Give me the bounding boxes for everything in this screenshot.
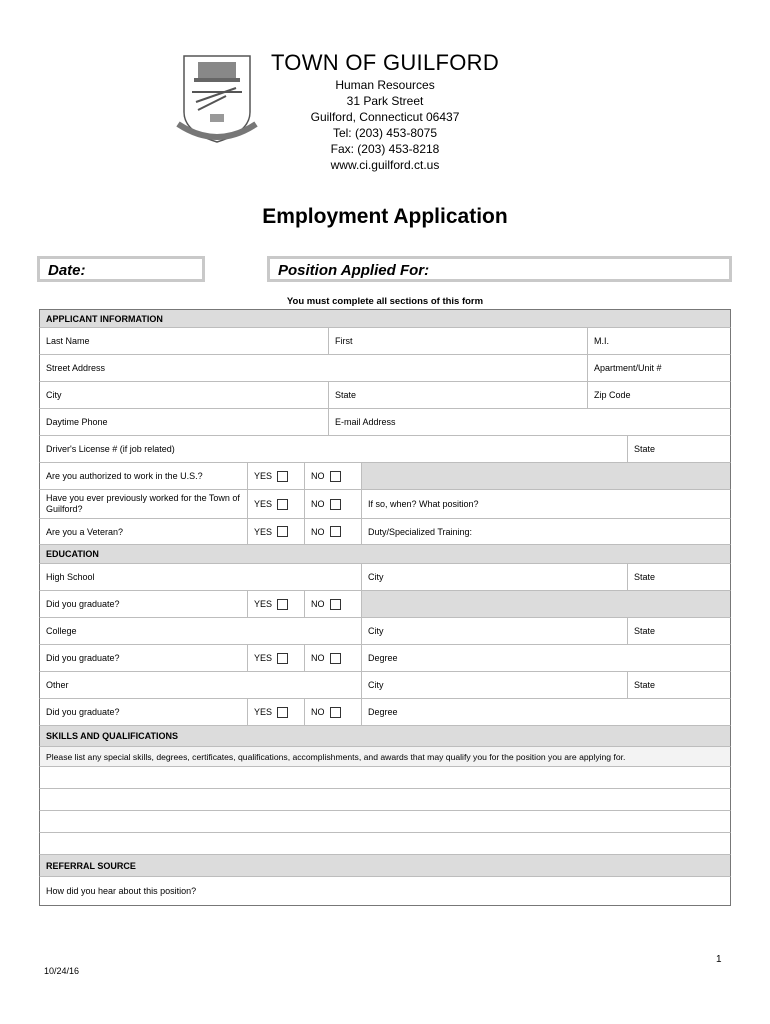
mi-field[interactable]: M.I. xyxy=(594,336,609,346)
college-graduate-yes[interactable] xyxy=(248,645,305,671)
other-state-field[interactable]: State xyxy=(634,680,656,690)
footer-date: 10/24/16 xyxy=(44,966,80,976)
authorized-yes[interactable] xyxy=(248,463,305,489)
shaded-cell xyxy=(362,463,730,489)
other-city-field[interactable]: City xyxy=(362,672,628,698)
hs-graduate-question: Did you graduate? xyxy=(40,591,248,617)
hs-graduate-no[interactable] xyxy=(305,591,362,617)
if-so-field[interactable]: If so, when? What position? xyxy=(368,499,479,509)
checkbox[interactable] xyxy=(330,653,341,664)
skills-line-2[interactable] xyxy=(40,789,730,810)
checkbox[interactable] xyxy=(277,599,288,610)
other-graduate-yes[interactable] xyxy=(248,699,305,725)
header-line-6: www.ci.guilford.ct.us xyxy=(330,158,440,172)
duty-field[interactable]: Duty/Specialized Training: xyxy=(368,526,473,537)
education-heading: EDUCATION xyxy=(46,549,99,559)
yes-label: YES xyxy=(254,526,273,537)
checkbox[interactable] xyxy=(330,707,341,718)
checkbox[interactable] xyxy=(277,653,288,664)
veteran-yes[interactable] xyxy=(248,519,305,544)
checkbox[interactable] xyxy=(277,707,288,718)
college-degree-field[interactable]: Degree xyxy=(368,653,398,663)
no-label: NO xyxy=(311,707,325,717)
no-label: NO xyxy=(311,499,325,509)
checkbox[interactable] xyxy=(277,499,288,510)
yes-label: YES xyxy=(254,471,273,481)
no-label: NO xyxy=(311,653,325,663)
skills-heading: SKILLS AND QUALIFICATIONS xyxy=(46,731,178,741)
checkbox[interactable] xyxy=(330,599,341,610)
phone-field[interactable]: Daytime Phone xyxy=(40,409,329,435)
apartment-field[interactable]: Apartment/Unit # xyxy=(594,363,662,373)
applicant-heading: APPLICANT INFORMATION xyxy=(46,313,163,324)
checkbox[interactable] xyxy=(330,526,341,537)
email-field[interactable]: E-mail Address xyxy=(335,417,396,427)
application-form xyxy=(39,309,731,906)
other-degree-field[interactable]: Degree xyxy=(368,707,398,717)
town-title: TOWN OF GUILFORD xyxy=(270,50,500,75)
skills-line-4[interactable] xyxy=(40,833,730,854)
checkbox[interactable] xyxy=(330,471,341,482)
college-graduate-question: Did you graduate? xyxy=(40,645,248,671)
other-graduate-no[interactable] xyxy=(305,699,362,725)
hs-state-field[interactable]: State xyxy=(634,572,656,582)
header-line-2: 31 Park Street xyxy=(346,94,424,108)
hs-graduate-yes[interactable] xyxy=(248,591,305,617)
referral-question[interactable]: How did you hear about this position? xyxy=(46,886,197,896)
position-label: Position Applied For: xyxy=(278,262,430,279)
street-field[interactable]: Street Address xyxy=(40,355,588,381)
shaded-cell xyxy=(362,591,730,617)
no-label: NO xyxy=(311,599,325,609)
date-field[interactable] xyxy=(37,256,205,282)
header-line-4: Tel: (203) 453-8075 xyxy=(332,126,438,140)
checkbox[interactable] xyxy=(330,499,341,510)
yes-label: YES xyxy=(254,707,273,717)
college-graduate-no[interactable] xyxy=(305,645,362,671)
previously-no[interactable] xyxy=(305,490,362,518)
yes-label: YES xyxy=(254,653,273,663)
college-field[interactable]: College xyxy=(40,618,362,644)
zip-field[interactable]: Zip Code xyxy=(594,390,631,400)
no-label: NO xyxy=(311,526,325,537)
form-title: Employment Application xyxy=(262,205,508,228)
no-label: NO xyxy=(311,471,325,481)
referral-heading: REFERRAL SOURCE xyxy=(46,860,136,871)
skills-line-3[interactable] xyxy=(40,811,730,832)
header-line-5: Fax: (203) 453-8218 xyxy=(330,142,440,156)
high-school-field[interactable]: High School xyxy=(40,564,362,590)
hs-city-field[interactable]: City xyxy=(362,564,628,590)
date-label: Date: xyxy=(48,262,86,279)
header-line-1: Human Resources xyxy=(335,78,435,92)
other-graduate-question: Did you graduate? xyxy=(40,699,248,725)
previously-question: Have you ever previously worked for the Town of Guilford? xyxy=(40,490,248,518)
veteran-no[interactable] xyxy=(305,519,362,544)
license-state-field[interactable]: State xyxy=(634,444,656,454)
authorized-question: Are you authorized to work in the U.S.? xyxy=(40,463,248,489)
checkbox[interactable] xyxy=(277,526,288,537)
college-state-field[interactable]: State xyxy=(634,626,656,636)
first-name-field[interactable]: First xyxy=(329,328,588,354)
page-number: 1 xyxy=(716,954,722,965)
authorized-no[interactable] xyxy=(305,463,362,489)
required-note: You must complete all sections of this form xyxy=(286,296,484,307)
yes-label: YES xyxy=(254,599,273,609)
college-city-field[interactable]: City xyxy=(362,618,628,644)
other-school-field[interactable]: Other xyxy=(40,672,362,698)
state-field[interactable]: State xyxy=(329,382,588,408)
yes-label: YES xyxy=(254,499,273,509)
veteran-question: Are you a Veteran? xyxy=(40,519,248,544)
position-field[interactable] xyxy=(267,256,732,282)
skills-line-1[interactable] xyxy=(40,767,730,788)
town-seal-icon xyxy=(176,52,258,144)
header-line-3: Guilford, Connecticut 06437 xyxy=(310,110,460,124)
skills-hint: Please list any special skills, degrees, certificates, qualifications, accomplishments, and awards that may qualify you for the position you are applying for. xyxy=(46,751,626,762)
checkbox[interactable] xyxy=(277,471,288,482)
previously-yes[interactable] xyxy=(248,490,305,518)
city-field[interactable]: City xyxy=(40,382,329,408)
last-name-field[interactable]: Last Name xyxy=(40,328,329,354)
license-field[interactable]: Driver's License # (if job related) xyxy=(40,436,628,462)
